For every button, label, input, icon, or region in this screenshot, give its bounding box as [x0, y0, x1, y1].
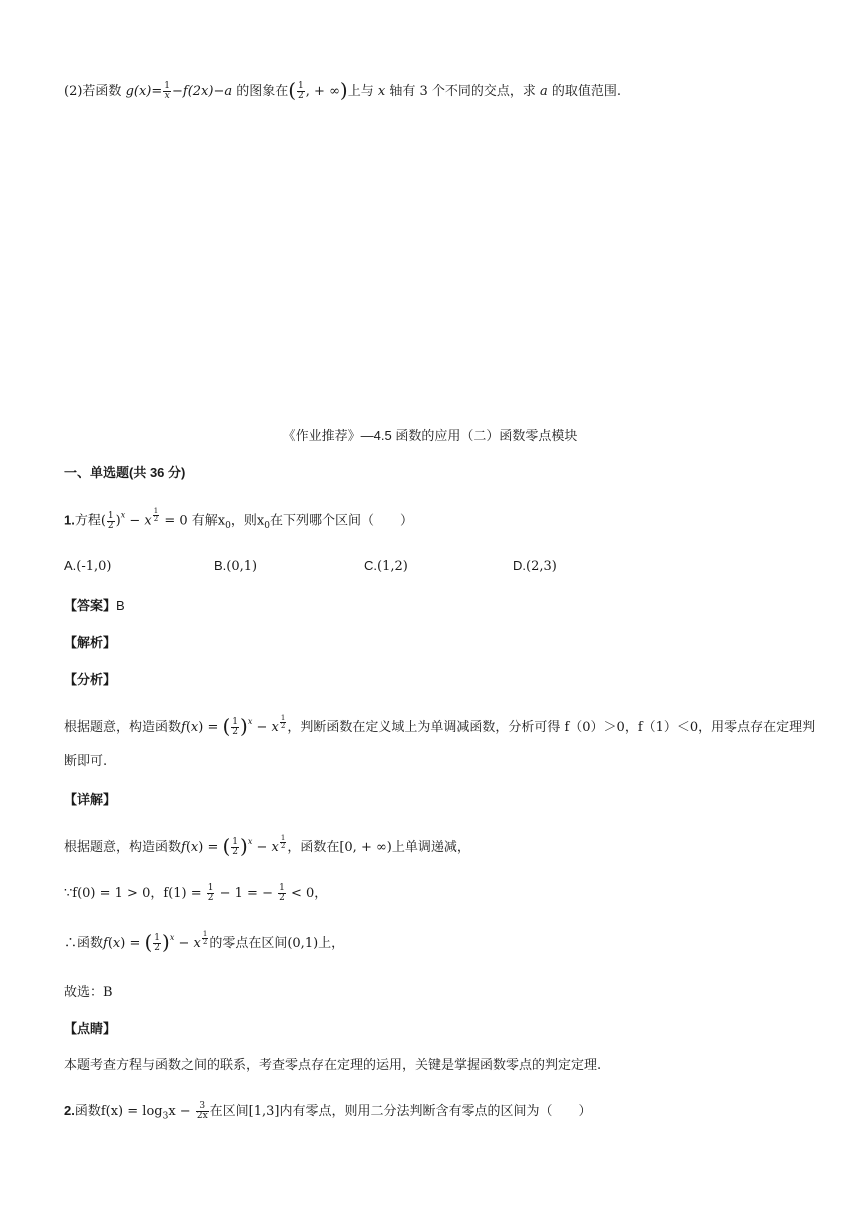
question-2-part-2: (2)若函数 g(x)= $\frac{1}{x}$ −f(2x)−a 的图象在( $\frac{1}{2}$ , + ∞)上与 x 轴有 3 个不同的交点，求 a 的取值范围.: [64, 78, 622, 102]
detail-line-2: ∵f(0) = 1 > 0，f(1) = $\frac{1}{2}$ − 1 = − $\frac{1}{2}$ < 0，: [64, 883, 328, 903]
half-fraction: $\frac{1}{2}$: [298, 81, 304, 101]
axis-x: x: [377, 84, 386, 99]
answer-line: [64, 595, 125, 614]
question-2-stem: 2.函数$f(x) = \log_3x$ − $\frac{3}{2x}$ 在区间[1,3]内有零点，则用二分法判断含有零点的区间为（ ）: [64, 1101, 592, 1122]
detail-line-1: 根据题意，构造函数f(x) = ( $\frac{1}{2}$ )$^x$ − x $^{\frac{1}{2}}$ ，函数在[0, + ∞)上单调递减，: [64, 833, 470, 858]
fenxi-text-cont: 断即可.: [64, 754, 108, 769]
analysis-label: 【解析】: [64, 635, 117, 650]
half-fraction: $\frac{1}{2}$: [107, 510, 114, 531]
option-c[interactable]: C.(1,2): [364, 558, 408, 574]
dianjing-label: 【点睛】: [64, 1021, 117, 1036]
g-def: g(x)=: [125, 84, 163, 99]
interval-tail: , + ∞: [305, 84, 340, 99]
section-title: 《作业推荐》—4.5 函数的应用（二）函数零点模块: [282, 428, 578, 443]
answer-label: 【答案】: [64, 598, 117, 613]
var-a: a: [540, 84, 548, 99]
question-number: 2.: [64, 1103, 75, 1118]
fenxi-label: 【分析】: [64, 672, 117, 687]
text2: 上与: [347, 84, 378, 99]
option-d[interactable]: D.(2,3): [513, 558, 557, 574]
text3: 轴有 3 个不同的交点，求: [385, 84, 541, 99]
prefix-text: (2)若函数: [64, 84, 126, 99]
fenxi-text: 根据题意，构造函数f(x) = ( $\frac{1}{2}$ )$^x$ − x $^{\frac{1}{2}}$ ，判断函数在定义域上为单调减函数，分析可得 f（0）＞0，f（1）＜0，用零点存在定理判: [64, 713, 816, 738]
text1: 的图象在: [232, 84, 289, 99]
detail-line-3: ∴函数f(x) = ( $\frac{1}{2}$ )$^x$ − x $^{\frac{1}{2}}$ 的零点在区间(0,1)上，: [64, 929, 345, 954]
minus-f-term: −f(2x)−a: [172, 84, 233, 99]
answer-value: B: [116, 598, 125, 613]
text4: 的取值范围.: [547, 84, 622, 99]
detail-line-4: 故选：B: [64, 985, 113, 1000]
section-heading: 一、单选题(共 36 分): [64, 465, 186, 480]
option-b[interactable]: B.(0,1): [214, 558, 258, 574]
question-number: 1.: [64, 512, 75, 528]
option-a[interactable]: A.(-1,0): [64, 558, 112, 574]
question-1-stem: 1.方程( $\frac{1}{2}$ )$^x$ − x $^{\frac{1}{2}}$ = 0 有解$x_0$，则$x_0$在下列哪个区间（ ）: [64, 507, 413, 532]
dianjing-text: 本题考查方程与函数之间的联系，考查零点存在定理的运用，关键是掌握函数零点的判定定理.: [64, 1058, 602, 1073]
detail-label: 【详解】: [64, 792, 117, 807]
one-over-x-fraction: $\frac{1}{x}$: [164, 81, 170, 101]
